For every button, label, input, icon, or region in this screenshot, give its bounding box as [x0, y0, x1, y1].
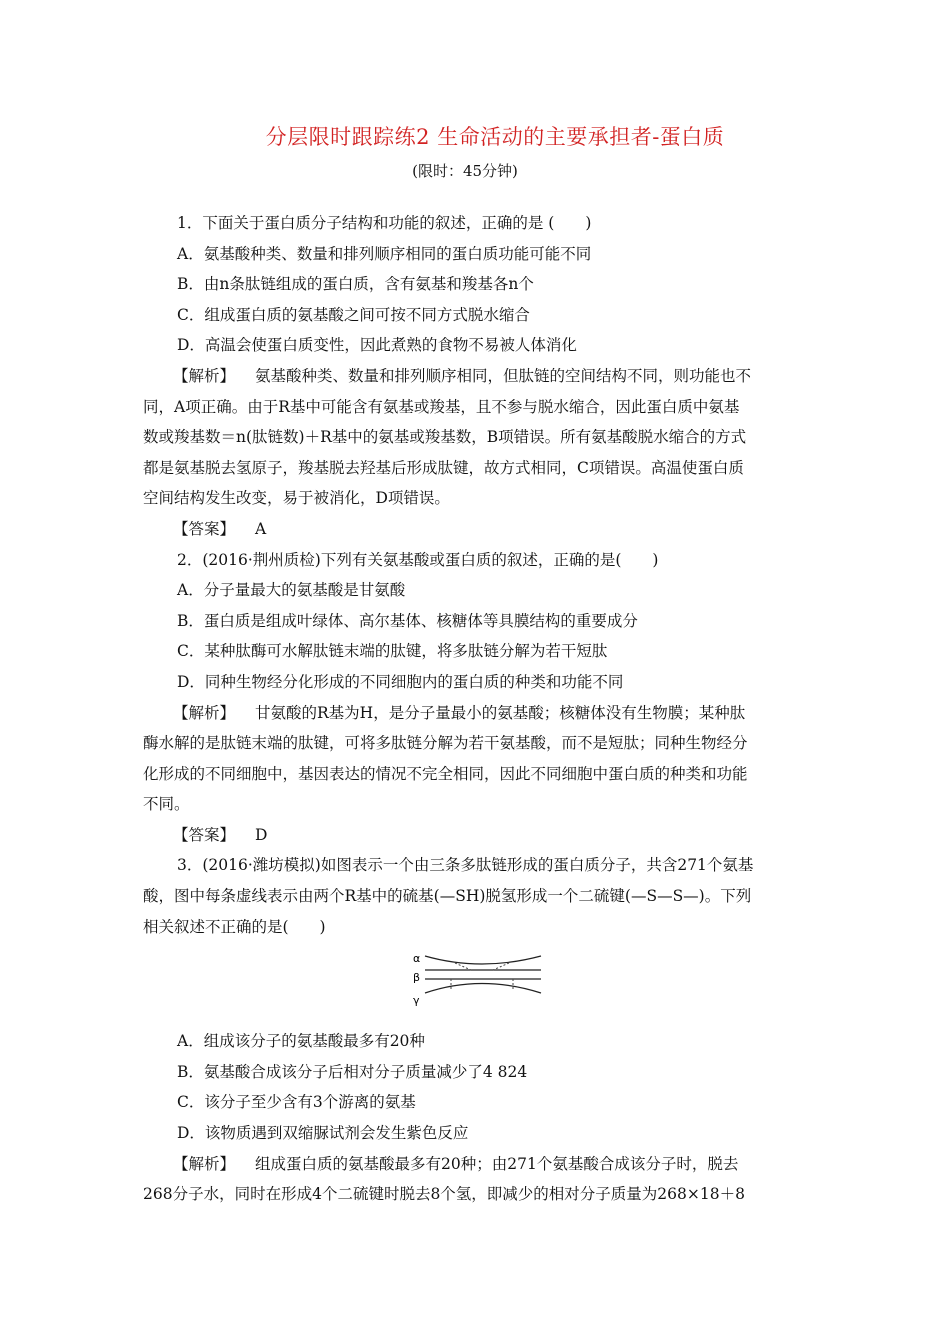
q1-option-a: A．氨基酸种类、数量和排列顺序相同的蛋白质功能可能不同 — [177, 244, 592, 263]
question-list — [143, 208, 809, 1210]
q3-analysis-line-1: 组成蛋白质的氨基酸最多有20种；由271个氨基酸合成该分子时，脱去 — [255, 1154, 739, 1173]
q2-option-a: A．分子量最大的氨基酸是甘氨酸 — [177, 581, 406, 600]
q1-option-d: D．高温会使蛋白质变性，因此煮熟的食物不易被人体消化 — [177, 336, 577, 355]
q2-option-b: B．蛋白质是组成叶绿体、高尔基体、核糖体等具膜结构的重要成分 — [177, 611, 638, 630]
q2-analysis-line-1: 甘氨酸的R基为H，是分子量最小的氨基酸；核糖体没有生物膜；某种肽 — [255, 703, 746, 722]
q1-analysis-line-3: 数或羧基数＝n(肽链数)＋R基中的氨基或羧基数，B项错误。所有氨基酸脱水缩合的方式 — [143, 428, 747, 447]
answer-label: 【答案】 — [173, 825, 236, 844]
q3-analysis-first — [143, 1149, 809, 1180]
q3-stem-line-2: 酸，图中每条虚线表示由两个R基中的硫基(—SH)脱氢形成一个二硫键(—S—S—)。下列 — [143, 887, 752, 906]
analysis-label: 【解析】 — [173, 703, 236, 722]
analysis-label: 【解析】 — [173, 366, 236, 385]
q3-analysis-line-2: 268分子水，同时在形成4个二硫键时脱去8个氢，即减少的相对分子质量为268×18＋8 — [143, 1185, 745, 1204]
q2-analysis-first — [143, 698, 809, 729]
q1-analysis-first — [143, 361, 809, 392]
beta-label: β — [413, 971, 421, 985]
q1-analysis-line-4: 都是氨基脱去氢原子，羧基脱去羟基后形成肽键，故方式相同，C项错误。高温使蛋白质 — [143, 458, 744, 477]
q1-answer-value: A — [255, 519, 267, 538]
q1-analysis-line-2: 同，A项正确。由于R基中可能含有氨基或羧基，且不参与脱水缩合，因此蛋白质中氨基 — [143, 397, 740, 416]
q3-option-c: C．该分子至少含有3个游离的氨基 — [177, 1093, 416, 1112]
q3-option-a: A．组成该分子的氨基酸最多有20种 — [177, 1032, 425, 1051]
answer-label: 【答案】 — [173, 519, 236, 538]
q1-option-b: B．由n条肽链组成的蛋白质，含有氨基和羧基各n个 — [177, 275, 534, 294]
page-title: 分层限时跟踪练2 生命活动的主要承担者-蛋白质 — [265, 125, 725, 149]
q3-option-b: B．氨基酸合成该分子后相对分子质量减少了4 824 — [177, 1062, 528, 1081]
q1-stem: 1．下面关于蛋白质分子结构和功能的叙述，正确的是 ( ) — [177, 214, 592, 232]
q1-option-c: C．组成蛋白质的氨基酸之间可按不同方式脱水缩合 — [177, 305, 530, 324]
protein-figure — [143, 948, 809, 1026]
gamma-chain — [425, 984, 541, 994]
time-limit: (限时：45分钟) — [412, 162, 518, 180]
q2-option-c: C．某种肽酶可水解肽链末端的肽键，将多肽链分解为若干短肽 — [177, 642, 608, 661]
q1-analysis-line-5: 空间结构发生改变，易于被消化，D项错误。 — [143, 489, 450, 508]
q1-analysis-line-1: 氨基酸种类、数量和排列顺序相同，但肽链的空间结构不同，则功能也不 — [255, 366, 752, 385]
protein-chain-diagram — [411, 948, 551, 1014]
analysis-label: 【解析】 — [173, 1154, 236, 1173]
q1-answer — [143, 514, 809, 545]
alpha-chain — [425, 956, 541, 964]
alpha-label: α — [413, 952, 421, 966]
q2-analysis-line-2: 酶水解的是肽链末端的肽键，可将多肽链分解为若干氨基酸，而不是短肽；同种生物经分 — [143, 734, 748, 753]
q2-stem: 2．(2016·荆州质检)下列有关氨基酸或蛋白质的叙述，正确的是( ) — [177, 550, 659, 569]
q3-option-d: D．该物质遇到双缩脲试剂会发生紫色反应 — [177, 1124, 469, 1143]
gamma-label: γ — [413, 994, 420, 1008]
q2-analysis-line-4: 不同。 — [143, 795, 190, 814]
q3-stem-line-3: 相关叙述不正确的是( ) — [143, 917, 326, 936]
q2-answer-value: D — [255, 825, 268, 844]
q3-stem-line-1: 3．(2016·潍坊模拟)如图表示一个由三条多肽链形成的蛋白质分子，共含271个氨基 — [177, 856, 754, 875]
q2-option-d: D．同种生物经分化形成的不同细胞内的蛋白质的种类和功能不同 — [177, 672, 624, 691]
q2-analysis-line-3: 化形成的不同细胞中，基因表达的情况不完全相同，因此不同细胞中蛋白质的种类和功能 — [143, 764, 748, 783]
q2-answer — [143, 820, 809, 851]
